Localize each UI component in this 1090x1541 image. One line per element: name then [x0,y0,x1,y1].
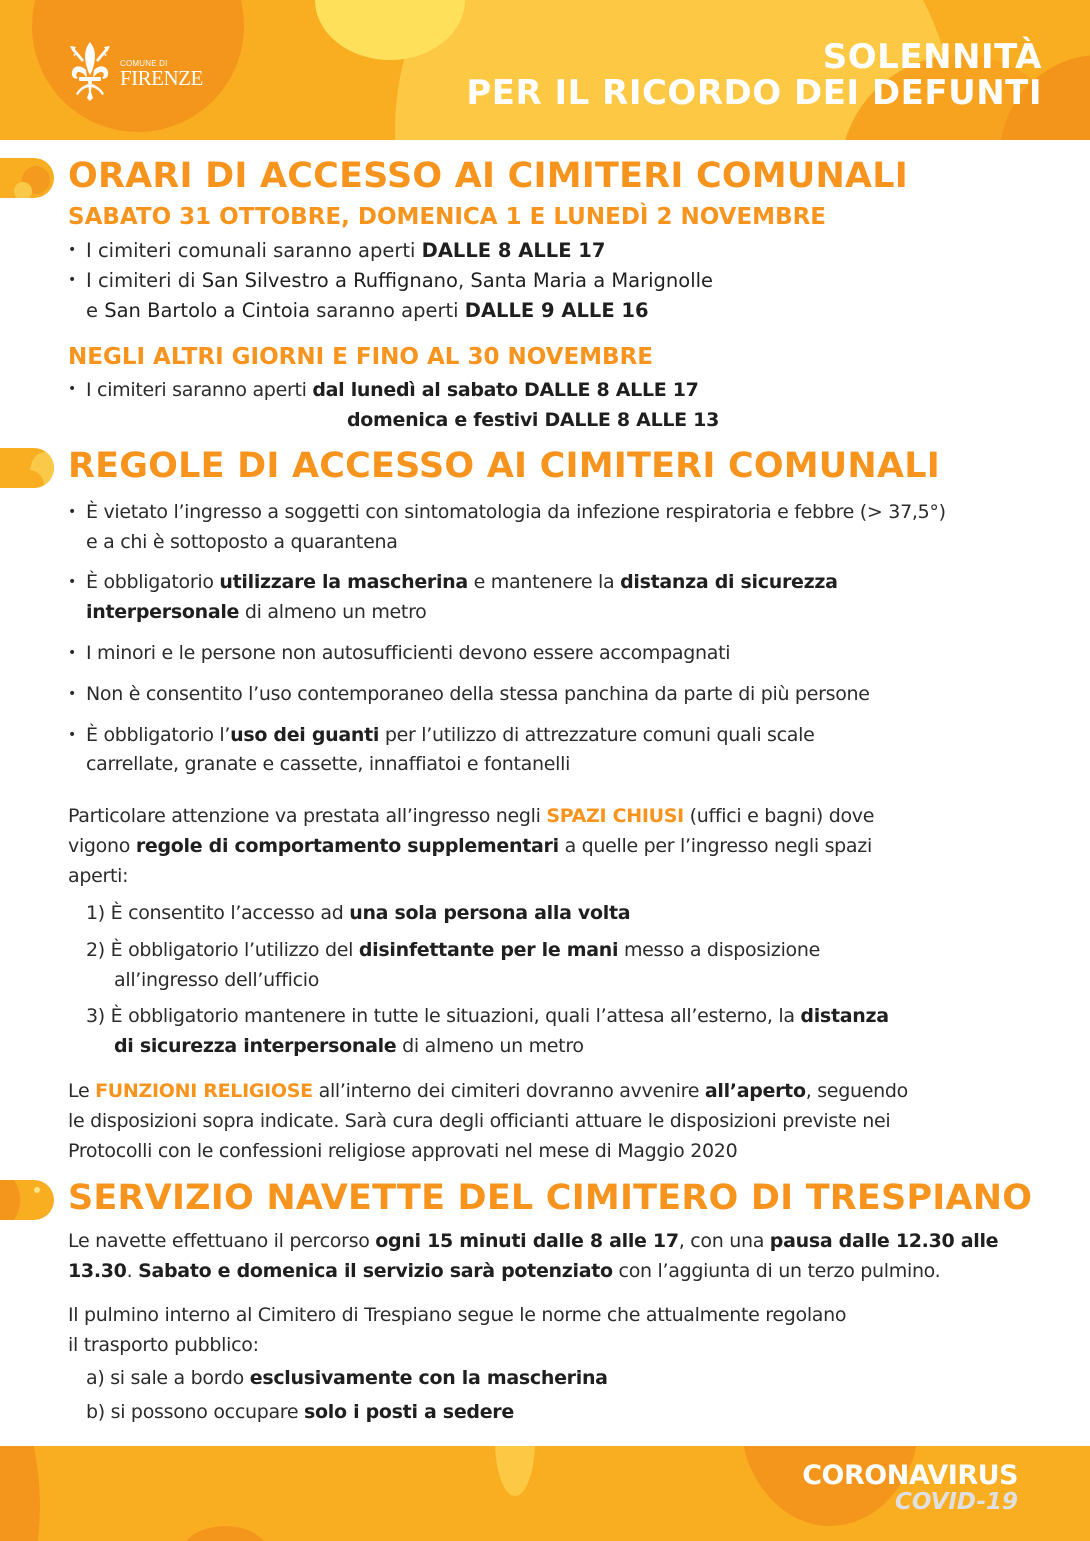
bullet-icon: • [68,242,77,258]
fleur-de-lis-icon [64,40,116,102]
bullet-icon: • [68,574,77,590]
page-header [0,0,1090,140]
shuttle-paragraph: Le navette effettuano il percorso ogni 15 minuti dalle 8 alle 17, con una pausa dalle 12.30 alle [68,1230,999,1252]
logo-label-small: COMUNE DI [120,58,168,68]
section-marker-navette [0,1180,54,1220]
bullet-icon: • [68,686,77,702]
title-line-1: SOLENNITÀ [822,37,1042,77]
religious-paragraph-2: le disposizioni sopra indicate. Sarà cura degli officianti attuare le disposizioni previste nei [68,1110,891,1132]
section-marker-orari [0,158,54,198]
bullet-icon: • [68,272,77,288]
closed-spaces-paragraph-3: aperti: [68,865,129,887]
shuttle-paragraph-2: 13.30. Sabato e domenica il servizio sarà potenziato con l’aggiunta di un terzo pulmino. [68,1260,941,1282]
decorative-circle [0,1446,40,1541]
list-item-regole-2: È obbligatorio utilizzare la mascherina e mantenere la distanza di sicurezza [86,571,838,593]
list-item-orari-3-cont: domenica e festivi DALLE 8 ALLE 13 [347,409,720,431]
list-item-regole-1-cont: e a chi è sottoposto a quarantena [86,531,398,553]
footer-subtitle-covid: COVID-19 [894,1489,1018,1515]
list-item-orari-1: I cimiteri comunali saranno aperti DALLE 8 ALLE 17 [86,239,606,262]
list-item-regole-3: I minori e le persone non autosufficienti devono essere accompagnati [86,642,731,664]
numbered-item-3-cont: di sicurezza interpersonale di almeno un metro [114,1035,584,1057]
subheading-other-days: NEGLI ALTRI GIORNI E FINO AL 30 NOVEMBRE [68,344,653,370]
closed-spaces-paragraph-2: vigono regole di comportamento supplementari a quelle per l’ingresso negli spazi [68,835,872,857]
bullet-icon: • [68,504,77,520]
section-heading-regole: REGOLE DI ACCESSO AI CIMITERI COMUNALI [68,446,940,486]
minibus-paragraph-2: il trasporto pubblico: [68,1334,259,1356]
list-item-regole-4: Non è consentito l’uso contemporaneo della stessa panchina da parte di più persone [86,683,870,705]
section-heading-navette: SERVIZIO NAVETTE DEL CIMITERO DI TRESPIANO [68,1178,1033,1218]
minibus-paragraph: Il pulmino interno al Cimitero di Trespiano segue le norme che attualmente regolano [68,1304,847,1326]
numbered-item-2: 2) È obbligatorio l’utilizzo del disinfettante per le mani messo a disposizione [86,939,821,961]
bullet-icon: • [68,727,77,743]
list-item-regole-5: È obbligatorio l’uso dei guanti per l’utilizzo di attrezzature comuni quali scale [86,724,815,746]
bullet-icon: • [68,381,77,397]
religious-paragraph-3: Protocolli con le confessioni religiose approvati nel mese di Maggio 2020 [68,1140,738,1162]
bullet-icon: • [68,645,77,661]
footer-title-coronavirus: CORONAVIRUS [802,1460,1018,1491]
logo-label-big: FIRENZE [120,65,203,90]
list-item-regole-2-cont: interpersonale di almeno un metro [86,601,427,623]
list-item-orari-2: I cimiteri di San Silvestro a Ruffignano, Santa Maria a Marignolle [86,269,714,292]
list-item-orari-2-cont: e San Bartolo a Cintoia saranno aperti DALLE 9 ALLE 16 [86,299,649,322]
numbered-item-2-cont: all’ingresso dell’ufficio [114,969,320,991]
section-heading-orari: ORARI DI ACCESSO AI CIMITERI COMUNALI [68,156,908,196]
title-line-2: PER IL RICORDO DEI DEFUNTI [466,72,1042,113]
decorative-circle [495,1446,535,1496]
religious-paragraph: Le FUNZIONI RELIGIOSE all’interno dei cimiteri dovranno avvenire all’aperto, seguendo [68,1080,908,1102]
lettered-item-b: b) si possono occupare solo i posti a sedere [86,1401,514,1423]
list-item-orari-3: I cimiteri saranno aperti dal lunedì al sabato DALLE 8 ALLE 17 [86,379,699,401]
list-item-regole-5-cont: carrellate, granate e cassette, innaffiatoi e fontanelli [86,753,571,775]
decorative-circle [180,1526,270,1541]
comune-firenze-logo [64,40,203,102]
numbered-item-3: 3) È obbligatorio mantenere in tutte le situazioni, quali l’attesa all’esterno, la distanza [86,1005,889,1027]
lettered-item-a: a) si sale a bordo esclusivamente con la mascherina [86,1367,608,1389]
section-marker-regole [0,448,54,488]
numbered-item-1: 1) È consentito l’accesso ad una sola persona alla volta [86,902,631,924]
page-footer [0,1446,1090,1541]
subheading-dates: SABATO 31 OTTOBRE, DOMENICA 1 E LUNEDÌ 2 NOVEMBRE [68,204,827,230]
footer-title [802,1462,1018,1514]
list-item-regole-1: È vietato l’ingresso a soggetti con sintomatologia da infezione respiratoria e febbre (> 37,5°) [86,501,946,523]
page-title [466,37,1042,113]
closed-spaces-paragraph: Particolare attenzione va prestata all’ingresso negli SPAZI CHIUSI (uffici e bagni) dove [68,805,875,827]
